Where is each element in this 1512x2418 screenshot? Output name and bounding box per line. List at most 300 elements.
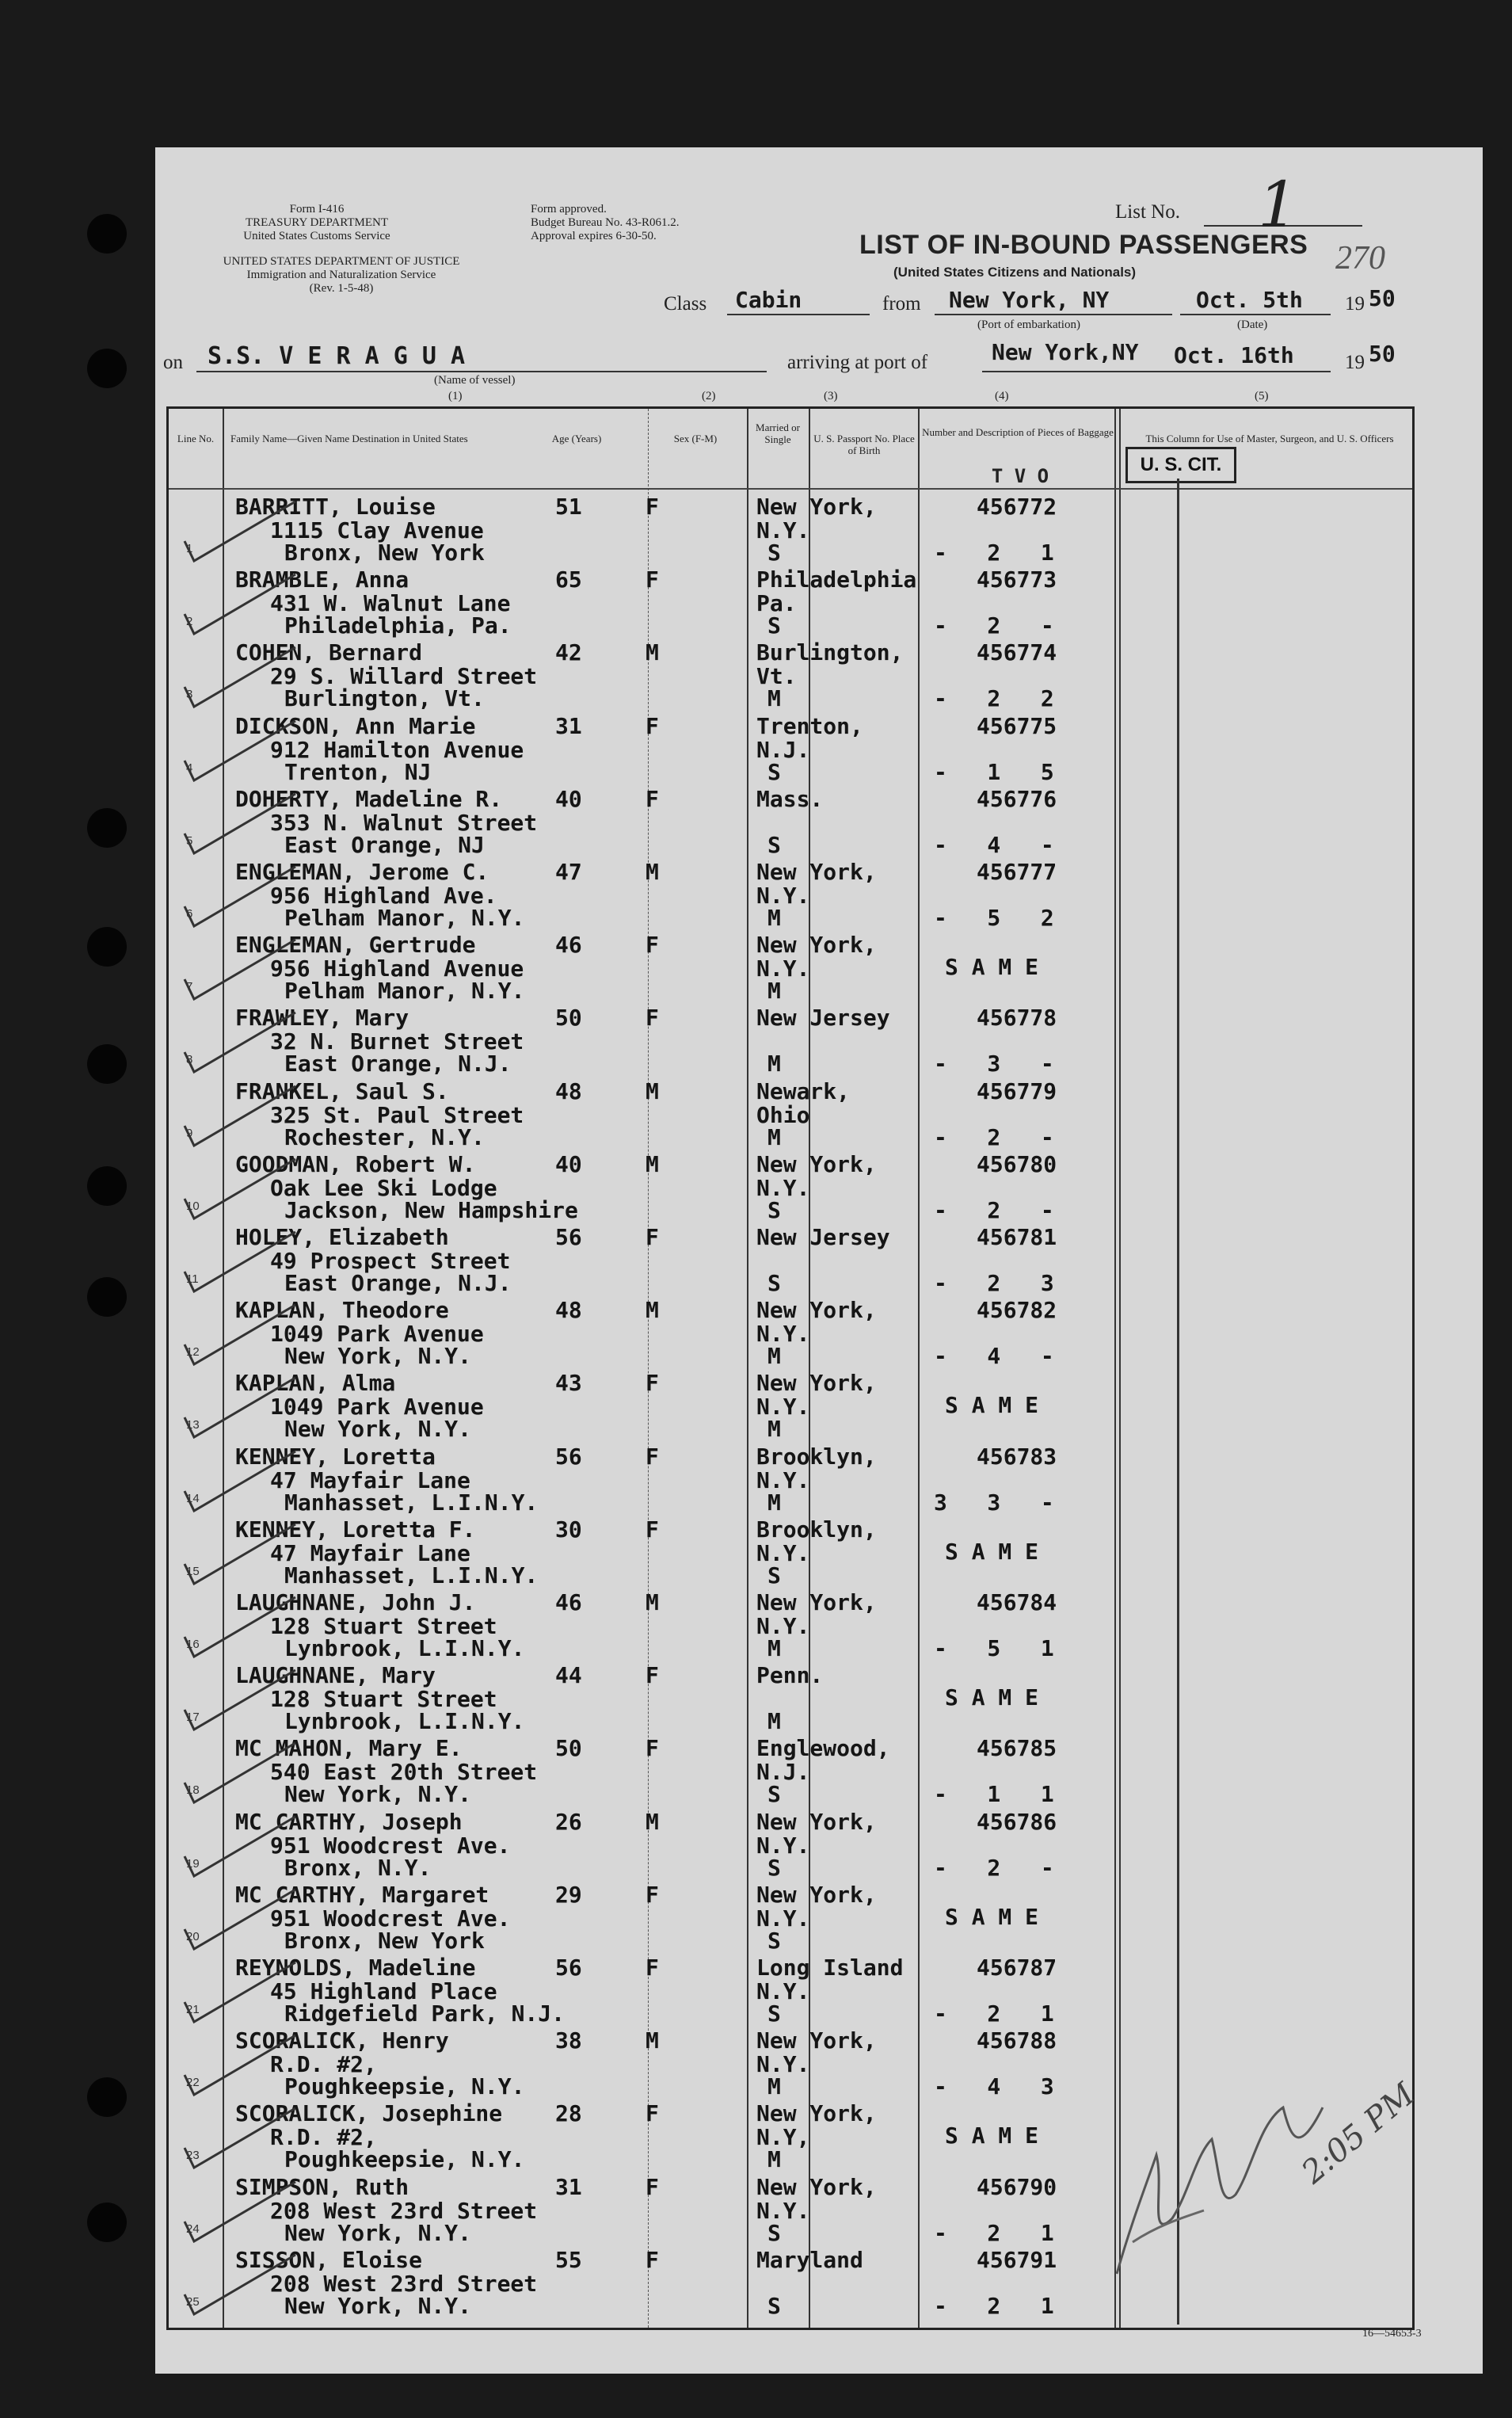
punch-hole <box>87 214 127 254</box>
check-mark-icon <box>177 2178 303 2249</box>
address-line-2: New York, N.Y. <box>284 2219 472 2246</box>
table-row <box>169 782 1412 858</box>
birthplace-line-2: N.Y. <box>756 955 810 982</box>
age: 50 <box>555 1735 582 1762</box>
table-row <box>169 1220 1412 1296</box>
address-line-1: 956 Highland Ave. <box>270 883 497 909</box>
passenger-name: COHEN, Bernard <box>235 639 423 666</box>
approval-expires: Approval expires 6-30-50. <box>531 230 657 242</box>
baggage-subheader: T V O <box>991 465 1049 487</box>
address-line-1: 951 Woodcrest Ave. <box>270 1905 511 1932</box>
arrival-year: 50 <box>1369 341 1396 367</box>
table-row <box>169 1585 1412 1661</box>
birthplace-line-1: New York, <box>756 2173 877 2200</box>
col-header-passport: U. S. Passport No. Place of Birth <box>813 433 915 456</box>
line-number: 7 <box>186 980 193 994</box>
address-line-1: R.D. #2, <box>270 2051 377 2078</box>
marital-status: M <box>767 1635 781 1661</box>
sex: M <box>646 1297 659 1324</box>
sex: F <box>646 785 659 812</box>
baggage-pieces: - 5 2 <box>934 905 1054 931</box>
age: 40 <box>555 785 582 812</box>
check-mark-icon <box>177 1886 303 1957</box>
col-num-2: (2) <box>702 390 716 402</box>
age: 26 <box>555 1808 582 1835</box>
page-number: 270 <box>1335 240 1385 277</box>
passenger-name: SISSON, Eloise <box>235 2246 423 2273</box>
check-mark-icon <box>177 1666 303 1737</box>
justice-dept: UNITED STATES DEPARTMENT OF JUSTICE <box>223 255 460 268</box>
document-subtitle: (United States Citizens and Nationals) <box>893 265 1137 280</box>
check-mark-icon <box>177 1301 303 1372</box>
address-line-1: 353 N. Walnut Street <box>270 809 538 836</box>
address-line-2: East Orange, N.J. <box>284 1051 512 1077</box>
sex: F <box>646 712 659 739</box>
address-line-1: 208 West 23rd Street <box>270 2197 538 2224</box>
address-line-1: 208 West 23rd Street <box>270 2270 538 2297</box>
birthplace-line-2: N.Y. <box>756 1832 810 1859</box>
passenger-name: SCORALICK, Henry <box>235 2027 449 2054</box>
address-line-1: 47 Mayfair Lane <box>270 1466 470 1493</box>
arrival-port: New York,NY <box>992 339 1139 365</box>
birthplace-line-2: N.Y. <box>756 1321 810 1348</box>
from-label: from <box>882 293 921 315</box>
address-line-2: East Orange, NJ <box>284 831 485 858</box>
baggage-number: 456788 <box>977 2027 1057 2054</box>
list-no-label: List No. <box>1115 201 1180 223</box>
col-header-married: Married or Single <box>756 421 800 445</box>
departure-year: 50 <box>1369 285 1396 311</box>
birthplace-line-2: N.Y. <box>756 1978 810 2004</box>
address-line-2: Manhasset, L.I.N.Y. <box>284 1489 539 1516</box>
baggage-pieces: 3 3 - <box>934 1489 1054 1516</box>
table-row <box>169 1878 1412 1954</box>
passenger-name: REYNOLDS, Madeline <box>235 1955 476 1981</box>
baggage-number: 456786 <box>977 1808 1057 1835</box>
address-line-2: New York, N.Y. <box>284 1343 472 1370</box>
line-number: 18 <box>186 1783 200 1798</box>
form-revision: (Rev. 1-5-48) <box>309 282 374 295</box>
birthplace-line-2: N.Y, <box>756 2124 810 2151</box>
birthplace-line-1: Maryland <box>756 2246 863 2273</box>
address-line-1: 47 Mayfair Lane <box>270 1539 470 1566</box>
baggage-pieces: - 1 5 <box>934 758 1054 785</box>
sex: M <box>646 1077 659 1104</box>
check-mark-icon <box>177 2104 303 2176</box>
address-line-1: 1049 Park Avenue <box>270 1321 484 1348</box>
birthplace-line-1: Newark, <box>756 1077 851 1104</box>
baggage-number: 456781 <box>977 1224 1057 1250</box>
baggage-number: 456780 <box>977 1150 1057 1177</box>
punch-hole <box>87 2203 127 2242</box>
sex: F <box>646 494 659 520</box>
birthplace-line-1: New Jersey <box>756 1224 890 1250</box>
sex: M <box>646 1150 659 1177</box>
age: 55 <box>555 2246 582 2273</box>
baggage-number: 456784 <box>977 1589 1057 1615</box>
punch-hole <box>87 2077 127 2117</box>
birthplace-line-2: N.Y. <box>756 1539 810 1566</box>
address-line-2: Poughkeepsie, N.Y. <box>284 2073 525 2100</box>
table-row <box>169 1658 1412 1735</box>
marital-status: S <box>767 2219 781 2246</box>
on-label: on <box>163 352 183 373</box>
date-caption: (Date) <box>1237 318 1268 331</box>
address-line-2: Philadelphia, Pa. <box>284 612 512 639</box>
baggage-number: 456785 <box>977 1735 1057 1762</box>
address-line-1: 431 W. Walnut Lane <box>270 590 511 617</box>
passenger-name: GOODMAN, Robert W. <box>235 1150 476 1177</box>
birthplace-line-1: New York, <box>756 494 877 520</box>
passenger-name: ENGLEMAN, Gertrude <box>235 932 476 959</box>
age: 46 <box>555 1589 582 1615</box>
vessel-underline <box>196 371 767 372</box>
baggage-pieces: - 5 1 <box>934 1635 1054 1661</box>
table-row <box>169 1147 1412 1223</box>
sex: F <box>646 2246 659 2273</box>
sex: F <box>646 932 659 959</box>
baggage-number: 456772 <box>977 494 1057 520</box>
birthplace-line-1: New York, <box>756 1150 877 1177</box>
age: 31 <box>555 2173 582 2200</box>
year-prefix-2: 19 <box>1345 352 1365 373</box>
table-row <box>169 855 1412 931</box>
age: 30 <box>555 1516 582 1543</box>
class-underline <box>727 314 870 315</box>
age: 48 <box>555 1077 582 1104</box>
line-number: 6 <box>186 907 193 921</box>
line-number: 25 <box>186 2294 200 2309</box>
baggage-pieces: - 2 1 <box>934 540 1054 566</box>
passenger-name: DOHERTY, Madeline R. <box>235 785 503 812</box>
check-mark-icon <box>177 1520 303 1592</box>
baggage-pieces: S A M E <box>945 2122 1039 2149</box>
baggage-pieces: - 3 - <box>934 1051 1054 1077</box>
line-number: 5 <box>186 833 193 848</box>
line-number: 20 <box>186 1929 200 1943</box>
form-agency-block <box>214 203 420 243</box>
line-number: 15 <box>186 1564 200 1578</box>
sex: F <box>646 1955 659 1981</box>
form-approved: Form approved. <box>531 203 607 215</box>
line-number: 19 <box>186 1856 200 1871</box>
age: 28 <box>555 2100 582 2127</box>
treasury-dept: TREASURY DEPARTMENT <box>245 216 389 229</box>
table-row <box>169 709 1412 785</box>
sex: F <box>646 1224 659 1250</box>
check-mark-icon <box>177 1009 303 1080</box>
baggage-pieces: - 4 - <box>934 831 1054 858</box>
baggage-pieces: S A M E <box>945 1538 1039 1565</box>
baggage-number: 456779 <box>977 1077 1057 1104</box>
baggage-number: 456775 <box>977 712 1057 739</box>
document-title: LIST OF IN-BOUND PASSENGERS <box>859 230 1308 260</box>
baggage-pieces: - 2 - <box>934 1196 1054 1223</box>
marital-status: M <box>767 905 781 931</box>
col-num-4: (4) <box>995 390 1009 402</box>
age: 38 <box>555 2027 582 2054</box>
col-num-5: (5) <box>1255 390 1269 402</box>
check-mark-icon <box>177 1813 303 1884</box>
address-line-2: Jackson, New Hampshire <box>284 1196 578 1223</box>
baggage-number: 456782 <box>977 1297 1057 1324</box>
passenger-name: LAUGHNANE, John J. <box>235 1589 476 1615</box>
marital-status: S <box>767 1270 781 1296</box>
year-prefix-1: 19 <box>1345 293 1365 315</box>
address-line-2: Poughkeepsie, N.Y. <box>284 2146 525 2173</box>
baggage-number: 456774 <box>977 639 1057 666</box>
passenger-name: KAPLAN, Theodore <box>235 1297 449 1324</box>
check-mark-icon <box>177 790 303 861</box>
list-no-handwritten: 1 <box>1258 168 1298 242</box>
col-header-sex: Sex (F-M) <box>673 433 718 444</box>
address-line-1: 325 St. Paul Street <box>270 1101 524 1128</box>
marital-status: M <box>767 685 781 712</box>
sex: M <box>646 639 659 666</box>
check-mark-icon <box>177 1374 303 1445</box>
birthplace-line-1: Long Island <box>756 1955 904 1981</box>
address-line-1: 128 Stuart Street <box>270 1686 497 1713</box>
passenger-name: BARRITT, Louise <box>235 494 436 520</box>
line-number: 8 <box>186 1053 193 1067</box>
check-mark-icon <box>177 1447 303 1519</box>
address-line-2: Bronx, New York <box>284 1927 485 1954</box>
baggage-number: 456777 <box>977 859 1057 885</box>
check-mark-icon <box>177 717 303 788</box>
check-mark-icon <box>177 1739 303 1810</box>
baggage-number: 456790 <box>977 2173 1057 2200</box>
address-line-1: 956 Highland Avenue <box>270 955 524 982</box>
baggage-number: 456787 <box>977 1955 1057 1981</box>
baggage-pieces: - 1 1 <box>934 1781 1054 1808</box>
line-number: 21 <box>186 2003 200 2016</box>
line-number: 2 <box>186 615 193 629</box>
age: 46 <box>555 932 582 959</box>
baggage-pieces: - 2 - <box>934 1854 1054 1881</box>
sex: F <box>646 566 659 593</box>
address-line-1: 32 N. Burnet Street <box>270 1028 524 1055</box>
table-row <box>169 490 1412 566</box>
marital-status: M <box>767 1051 781 1077</box>
baggage-pieces: - 4 - <box>934 1343 1054 1370</box>
col-num-3: (3) <box>824 390 838 402</box>
check-mark-icon <box>177 1155 303 1226</box>
marital-status: S <box>767 1927 781 1954</box>
line-number: 24 <box>186 2222 200 2236</box>
passenger-name: BRAMBLE, Anna <box>235 566 409 593</box>
birthplace-line-2: Pa. <box>756 590 797 617</box>
line-number: 12 <box>186 1345 200 1360</box>
passenger-name: LAUGHNANE, Mary <box>235 1662 436 1689</box>
birthplace-line-1: New York, <box>756 1297 877 1324</box>
address-line-2: Ridgefield Park, N.J. <box>284 2000 566 2027</box>
arrival-date: Oct. 16th <box>1174 342 1294 368</box>
marital-status: M <box>767 1343 781 1370</box>
line-number: 13 <box>186 1418 200 1432</box>
justice-block <box>163 255 520 296</box>
address-line-2: East Orange, N.J. <box>284 1270 512 1296</box>
birthplace-line-1: Mass. <box>756 785 824 812</box>
age: 31 <box>555 712 582 739</box>
line-number: 16 <box>186 1638 200 1651</box>
baggage-pieces: - 2 1 <box>934 2219 1054 2246</box>
table-row <box>169 928 1412 1005</box>
age: 47 <box>555 859 582 885</box>
from-underline <box>935 314 1172 315</box>
col-header-officers: This Column for Use of Master, Surgeon, and U. S. Officers <box>1145 433 1394 444</box>
punch-hole <box>87 349 127 388</box>
address-line-2: New York, N.Y. <box>284 2292 472 2319</box>
baggage-pieces: - 2 1 <box>934 2292 1054 2319</box>
marital-status: S <box>767 1196 781 1223</box>
birthplace-line-1: Trenton, <box>756 712 863 739</box>
birthplace-line-2: Vt. <box>756 663 797 690</box>
embarkation-port: New York, NY <box>949 287 1110 313</box>
address-line-1: 49 Prospect Street <box>270 1248 511 1274</box>
address-line-1: Oak Lee Ski Lodge <box>270 1174 497 1201</box>
form-number: Form I-416 <box>289 203 345 215</box>
birthplace-line-1: Brooklyn, <box>756 1516 877 1543</box>
marital-status: S <box>767 758 781 785</box>
address-line-2: Rochester, N.Y. <box>284 1123 485 1150</box>
birthplace-line-2: N.Y. <box>756 2051 810 2078</box>
baggage-pieces: - 2 1 <box>934 2000 1054 2027</box>
birthplace-line-1: New York, <box>756 859 877 885</box>
col-header-age: Age (Years) <box>551 433 602 444</box>
age: 56 <box>555 1955 582 1981</box>
marital-status: S <box>767 831 781 858</box>
sex: M <box>646 1589 659 1615</box>
address-line-2: Lynbrook, L.I.N.Y. <box>284 1635 525 1661</box>
check-mark-icon <box>177 936 303 1007</box>
birthplace-line-1: New York, <box>756 932 877 959</box>
passenger-table <box>166 406 1415 2330</box>
check-mark-icon <box>177 498 303 569</box>
sex: F <box>646 1370 659 1397</box>
footer-code: 16—54653-3 <box>1362 2328 1422 2340</box>
arrival-underline <box>982 371 1331 372</box>
age: 56 <box>555 1443 582 1470</box>
passenger-name: MC CARTHY, Joseph <box>235 1808 463 1835</box>
passenger-name: SIMPSON, Ruth <box>235 2173 409 2200</box>
line-number: 14 <box>186 1491 200 1505</box>
table-row <box>169 1366 1412 1443</box>
check-mark-icon <box>177 1228 303 1299</box>
class-label: Class <box>664 293 707 315</box>
passenger-name: KAPLAN, Alma <box>235 1370 396 1397</box>
sex: M <box>646 2027 659 2054</box>
baggage-number: 456776 <box>977 785 1057 812</box>
line-number: 4 <box>186 761 193 775</box>
table-row <box>169 635 1412 712</box>
age: 51 <box>555 494 582 520</box>
passenger-name: SCORALICK, Josephine <box>235 2100 503 2127</box>
marital-status: S <box>767 540 781 566</box>
birthplace-line-2: N.Y. <box>756 1394 810 1421</box>
address-line-2: Bronx, New York <box>284 540 485 566</box>
punch-hole <box>87 1277 127 1317</box>
birthplace-line-1: New York, <box>756 2100 877 2127</box>
baggage-number: 456773 <box>977 566 1057 593</box>
check-mark-icon <box>177 2031 303 2103</box>
baggage-pieces: - 2 - <box>934 1123 1054 1150</box>
officer-signature <box>1101 2060 1434 2282</box>
sex: F <box>646 1881 659 1908</box>
passenger-name: KENNEY, Loretta F. <box>235 1516 476 1543</box>
table-row <box>169 1074 1412 1150</box>
birthplace-line-2: N.Y. <box>756 1174 810 1201</box>
marital-status: S <box>767 2292 781 2319</box>
passenger-name: ENGLEMAN, Jerome C. <box>235 859 489 885</box>
col-header-baggage: Number and Description of Pieces of Baggage <box>922 426 1114 438</box>
birthplace-line-2: N.Y. <box>756 883 810 909</box>
age: 42 <box>555 639 582 666</box>
line-number: 10 <box>186 1199 200 1213</box>
marital-status: S <box>767 1854 781 1881</box>
approval-block <box>531 203 768 243</box>
address-line-1: R.D. #2, <box>270 2124 377 2151</box>
marital-status: S <box>767 2000 781 2027</box>
birthplace-line-1: Penn. <box>756 1662 824 1689</box>
check-mark-icon <box>177 643 303 715</box>
age: 65 <box>555 566 582 593</box>
baggage-pieces: S A M E <box>945 1392 1039 1419</box>
line-number: 9 <box>186 1126 193 1140</box>
passenger-name: FRANKEL, Saul S. <box>235 1077 449 1104</box>
check-mark-icon <box>177 2251 303 2322</box>
table-row <box>169 1512 1412 1588</box>
baggage-pieces: - 2 3 <box>934 1270 1054 1296</box>
birthplace-line-1: Brooklyn, <box>756 1443 877 1470</box>
address-line-2: New York, N.Y. <box>284 1781 472 1808</box>
baggage-pieces: S A M E <box>945 1903 1039 1930</box>
baggage-pieces: S A M E <box>945 1684 1039 1711</box>
birthplace-line-1: New York, <box>756 1370 877 1397</box>
birthplace-line-2: N.J. <box>756 736 810 763</box>
age: 43 <box>555 1370 582 1397</box>
check-mark-icon <box>177 1082 303 1154</box>
passenger-name: HOLEY, Elizabeth <box>235 1224 449 1250</box>
address-line-1: 912 Hamilton Avenue <box>270 736 524 763</box>
line-number: 3 <box>186 688 193 702</box>
address-line-2: Lynbrook, L.I.N.Y. <box>284 1708 525 1735</box>
sex: F <box>646 2100 659 2127</box>
address-line-2: Bronx, N.Y. <box>284 1854 432 1881</box>
sex: M <box>646 1808 659 1835</box>
address-line-2: Trenton, NJ <box>284 758 432 785</box>
age: 56 <box>555 1224 582 1250</box>
marital-status: M <box>767 1416 781 1443</box>
passenger-name: KENNEY, Loretta <box>235 1443 436 1470</box>
marital-status: M <box>767 1708 781 1735</box>
marital-status: M <box>767 1489 781 1516</box>
age: 50 <box>555 1005 582 1032</box>
birthplace-line-1: New York, <box>756 1808 877 1835</box>
vessel-name: S.S. V E R A G U A <box>208 342 466 370</box>
us-citizen-stamp: U. S. CIT. <box>1125 447 1236 483</box>
sex: F <box>646 1443 659 1470</box>
address-line-1: 1049 Park Avenue <box>270 1394 484 1421</box>
birthplace-line-1: New York, <box>756 1589 877 1615</box>
line-number: 22 <box>186 2076 200 2090</box>
class-value: Cabin <box>735 287 802 313</box>
address-line-1: 29 S. Willard Street <box>270 663 538 690</box>
birthplace-line-2: N.Y. <box>756 1466 810 1493</box>
address-line-2: Burlington, Vt. <box>284 685 485 712</box>
table-row <box>169 1001 1412 1077</box>
table-row <box>169 1951 1412 2027</box>
age: 44 <box>555 1662 582 1689</box>
